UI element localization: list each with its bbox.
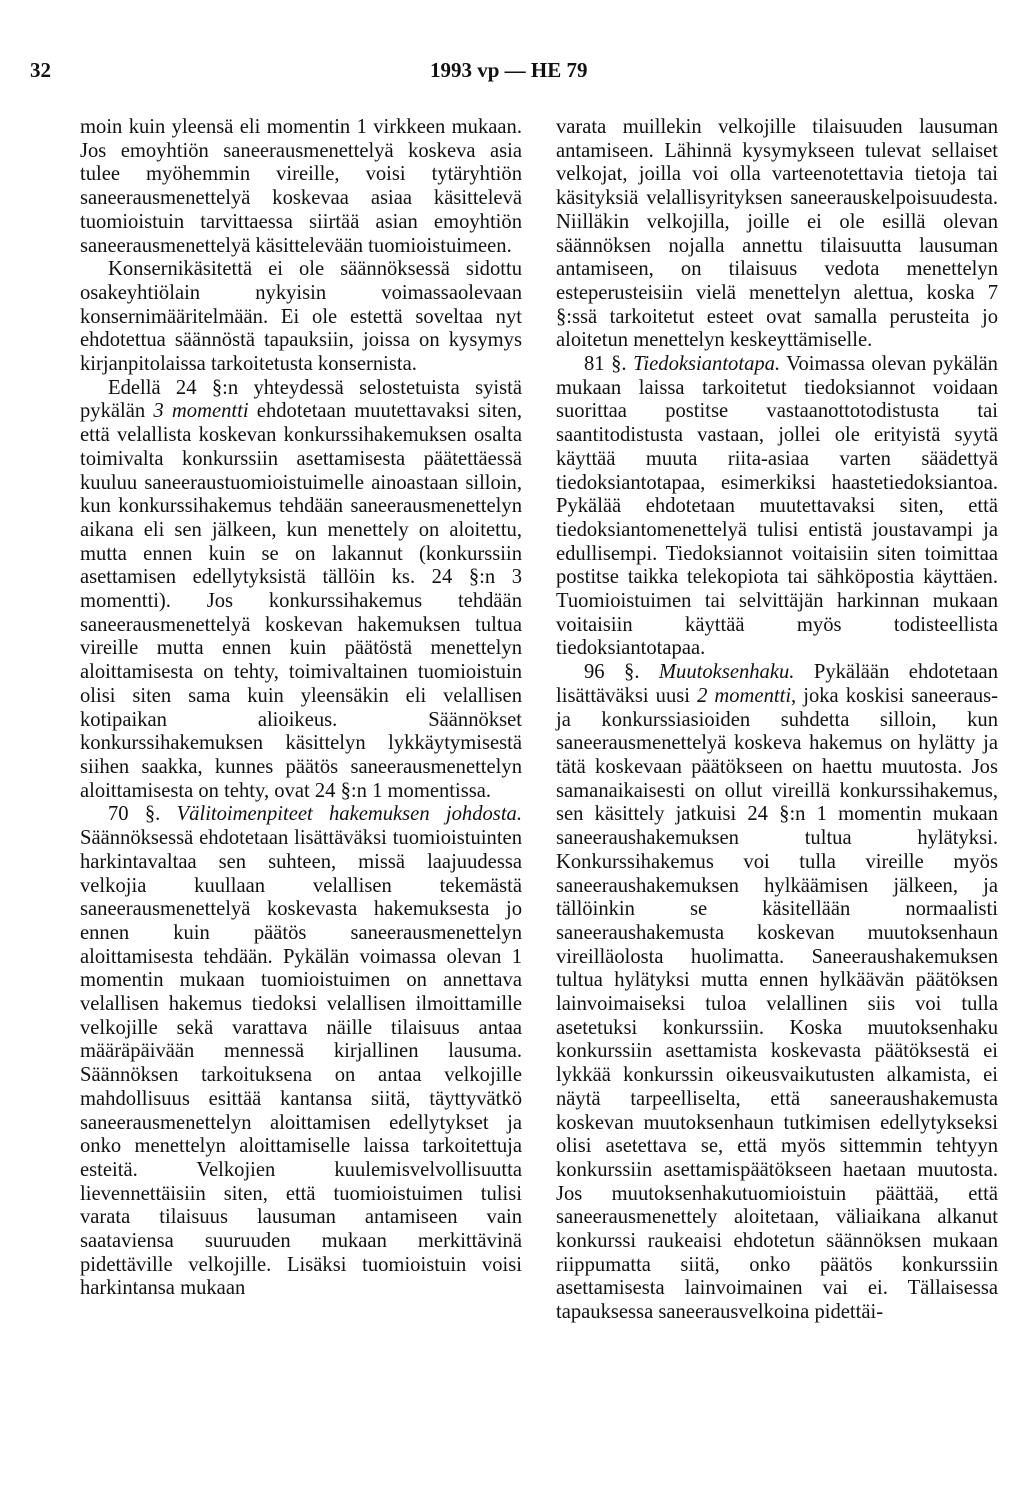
italic-reference: 3 momentti — [153, 400, 249, 423]
paragraph: Edellä 24 §:n yhteydessä selostetuista syistä pykälän 3 momentti ehdotetaan muutettavaksi siten, että velallista koskevan konkurssihakemuksen osalta toimivalta konkurssiin asettamisesta päätettäessä kuuluu saneeraustuomioistuimelle ainoastaan silloin, kun konkurssihakemus tehdään saneerausmenettelyn aikana eli sen jälkeen, kun menettely on aloitettu, mutta ennen kuin se on lakannut (konkurssiin asettamisen edellytyksistä tällöin ks. 24 §:n 3 momentti). Jos konkurssihakemus tehdään saneerausmenettelyä koskevan hakemuksen tultua vireille mutta ennen kuin päätöstä menettelyn aloittamisesta on tehty, toimivaltainen tuomioistuin olisi siten sama kuin yleensäkin eli velallisen kotipaikan alioikeus. Säännökset konkurssihakemuksen käsittelyn lykkäytymisestä siihen saakka, kunnes päätös saneerausmenettelyn aloittamisesta on tehty, ovat 24 §:n 1 momentissa. — [80, 376, 523, 802]
left-column — [80, 116, 522, 1301]
page-number: 32 — [30, 58, 51, 82]
paragraph: 81 §. Tiedoksiantotapa. Voimassa olevan pykälän mukaan laissa tarkoitetut tiedoksiannot voidaan suorittaa postitse vastaanottotodistusta tai saantitodistusta vastaan, jollei ole erityistä syytä käyttää muuta riita-asiaa varten säädettyä tiedoksiantotapaa, esimerkiksi haastetiedoksiantoa. Pykälää ehdotetaan muutettavaksi siten, että tiedoksiantomenettelyä tulisi entistä joustavampi ja edullisempi. Tiedoksiannot voitaisiin siten toimittaa postitse taikka telekopiota tai sähköpostia käyttäen. Tuomioistuimen tai selvittäjän harkinnan mukaan voitaisiin käyttää myös todisteellista tiedoksiantotapaa. — [556, 353, 998, 660]
section-heading: Välitoimenpiteet hakemuksen johdosta. — [176, 803, 522, 826]
right-column — [556, 116, 998, 1325]
section-heading: Muutoksenhaku. — [658, 661, 795, 684]
page-header — [30, 58, 994, 88]
paragraph: 96 §. Muutoksenhaku. Pykälään ehdotetaan lisättäväksi uusi 2 momentti, joka koskisi saneeraus- ja konkurssiasioiden suhdetta silloin, kun saneerausmenettelyä koskeva hakemus on hylätty ja tätä koskevaan päätökseen on haettu muutosta. Jos samanaikaisesti on ollut vireillä konkurssihakemus, sen käsittely jatkuisi 24 §:n 1 momentin mukaan saneeraushakemuksen tultua hylätyksi. Konkurssihakemus voi tulla vireille myös saneeraushakemuksen hylkäämisen jälkeen, ja tällöinkin se käsitellään normaalisti saneeraushakemusta koskevan muutoksenhaun vireilläolosta huolimatta. Saneeraushakemuksen tultua hylätyksi mutta ennen hylkäävän päätöksen lainvoimaiseksi tuloa velallinen siis voi tulla asetetuksi konkurssiin. Koska muutoksenhaku konkurssiin asettamista koskevasta päätöksestä ei lykkää konkurssin oikeusvaikutusten alkamista, ei näytä tarpeelliselta, että saneeraushakemusta koskevan muutoksenhaun tutkimisen edellytykseksi olisi asetettava se, että myös sittemmin tehtyyn konkurssiin asettamispäätökseen haetaan muutosta. Jos muutoksenhakutuomioistuin päättää, että saneerausmenettely aloitetaan, väliaikana alkanut konkurssi raukeaisi ehdotetun säännöksen mukaan riippumatta siitä, onko päätös konkurssiin asettamisesta lainvoimainen vai ei. Tällaisessa tapauksessa saneerausvelkoina pidettäi- — [556, 661, 999, 1324]
paragraph: varata muillekin velkojille tilaisuuden lausuman antamiseen. Lähinnä kysymykseen tulevat sellaiset velkojat, joilla voi olla varteenotettavia tietoja tai käsityksiä velallisyrityksen saneerauskelpoisuudesta. Niilläkin velkojilla, joille ei ole esillä olevan säännöksen nojalla annettu tilaisuutta lausuman antamiseen, on tilaisuus vedota menettelyn esteperusteisiin vielä menettelyn alettua, koska 7 §:ssä tarkoitetut esteet ovat samalla perusteita jo aloitetun menettelyn keskeyttämiselle. — [556, 116, 998, 352]
paragraph: moin kuin yleensä eli momentin 1 virkkeen mukaan. Jos emoyhtiön saneerausmenettelyä koskeva asia tulee myöhemmin vireille, voisi tytäryhtiön saneerausmenettelyä koskevaa asiaa käsittelevä tuomioistuin tarvittaessa siirtää asian emoyhtiön saneerausmenettelyä käsittelevään tuomioistuimeen. — [80, 116, 522, 257]
italic-reference: 2 momentti — [697, 684, 792, 707]
paragraph: Konsernikäsitettä ei ole säännöksessä sidottu osakeyhtiölain nykyisin voimassaolevaan konsernimääritelmään. Ei ole estettä soveltaa nyt ehdotettua säännöstä tapauksiin, joissa on kysymys kirjanpitolaissa tarkoitetusta konsernista. — [80, 258, 522, 376]
section-heading: Tiedoksiantotapa. — [633, 353, 781, 376]
paragraph: 70 §. Välitoimenpiteet hakemuksen johdosta. Säännöksessä ehdotetaan lisättäväksi tuomioistuinten harkintavaltaa sen suhteen, missä laajuudessa velkojia kuullaan velallisen tekemästä saneerausmenettelyä koskevasta hakemuksesta jo ennen kuin päätös saneerausmenettelyn aloittamisesta tehdään. Pykälän voimassa olevan 1 momentin mukaan tuomioistuimen on annettava velallisen hakemus tiedoksi velallisen ilmoittamille velkojille sekä varattava näille tilaisuus antaa määräpäivään mennessä kirjallinen lausuma. Säännöksen tarkoituksena on antaa velkojille mahdollisuus esittää kantansa siitä, täyttyvätkö saneerausmenettelyn aloittamisen edellytykset ja onko menettelyn aloittamiselle laissa tarkoitettuja esteitä. Velkojien kuulemisvelvollisuutta lievennettäisiin siten, että tuomioistuimen tulisi varata tilaisuus lausuman antamiseen vain saataviensa suuruuden mukaan merkittävinä pidettäville velkojille. Lisäksi tuomioistuin voisi harkintansa mukaan — [80, 803, 522, 1300]
running-title: 1993 vp — HE 79 — [430, 58, 588, 82]
